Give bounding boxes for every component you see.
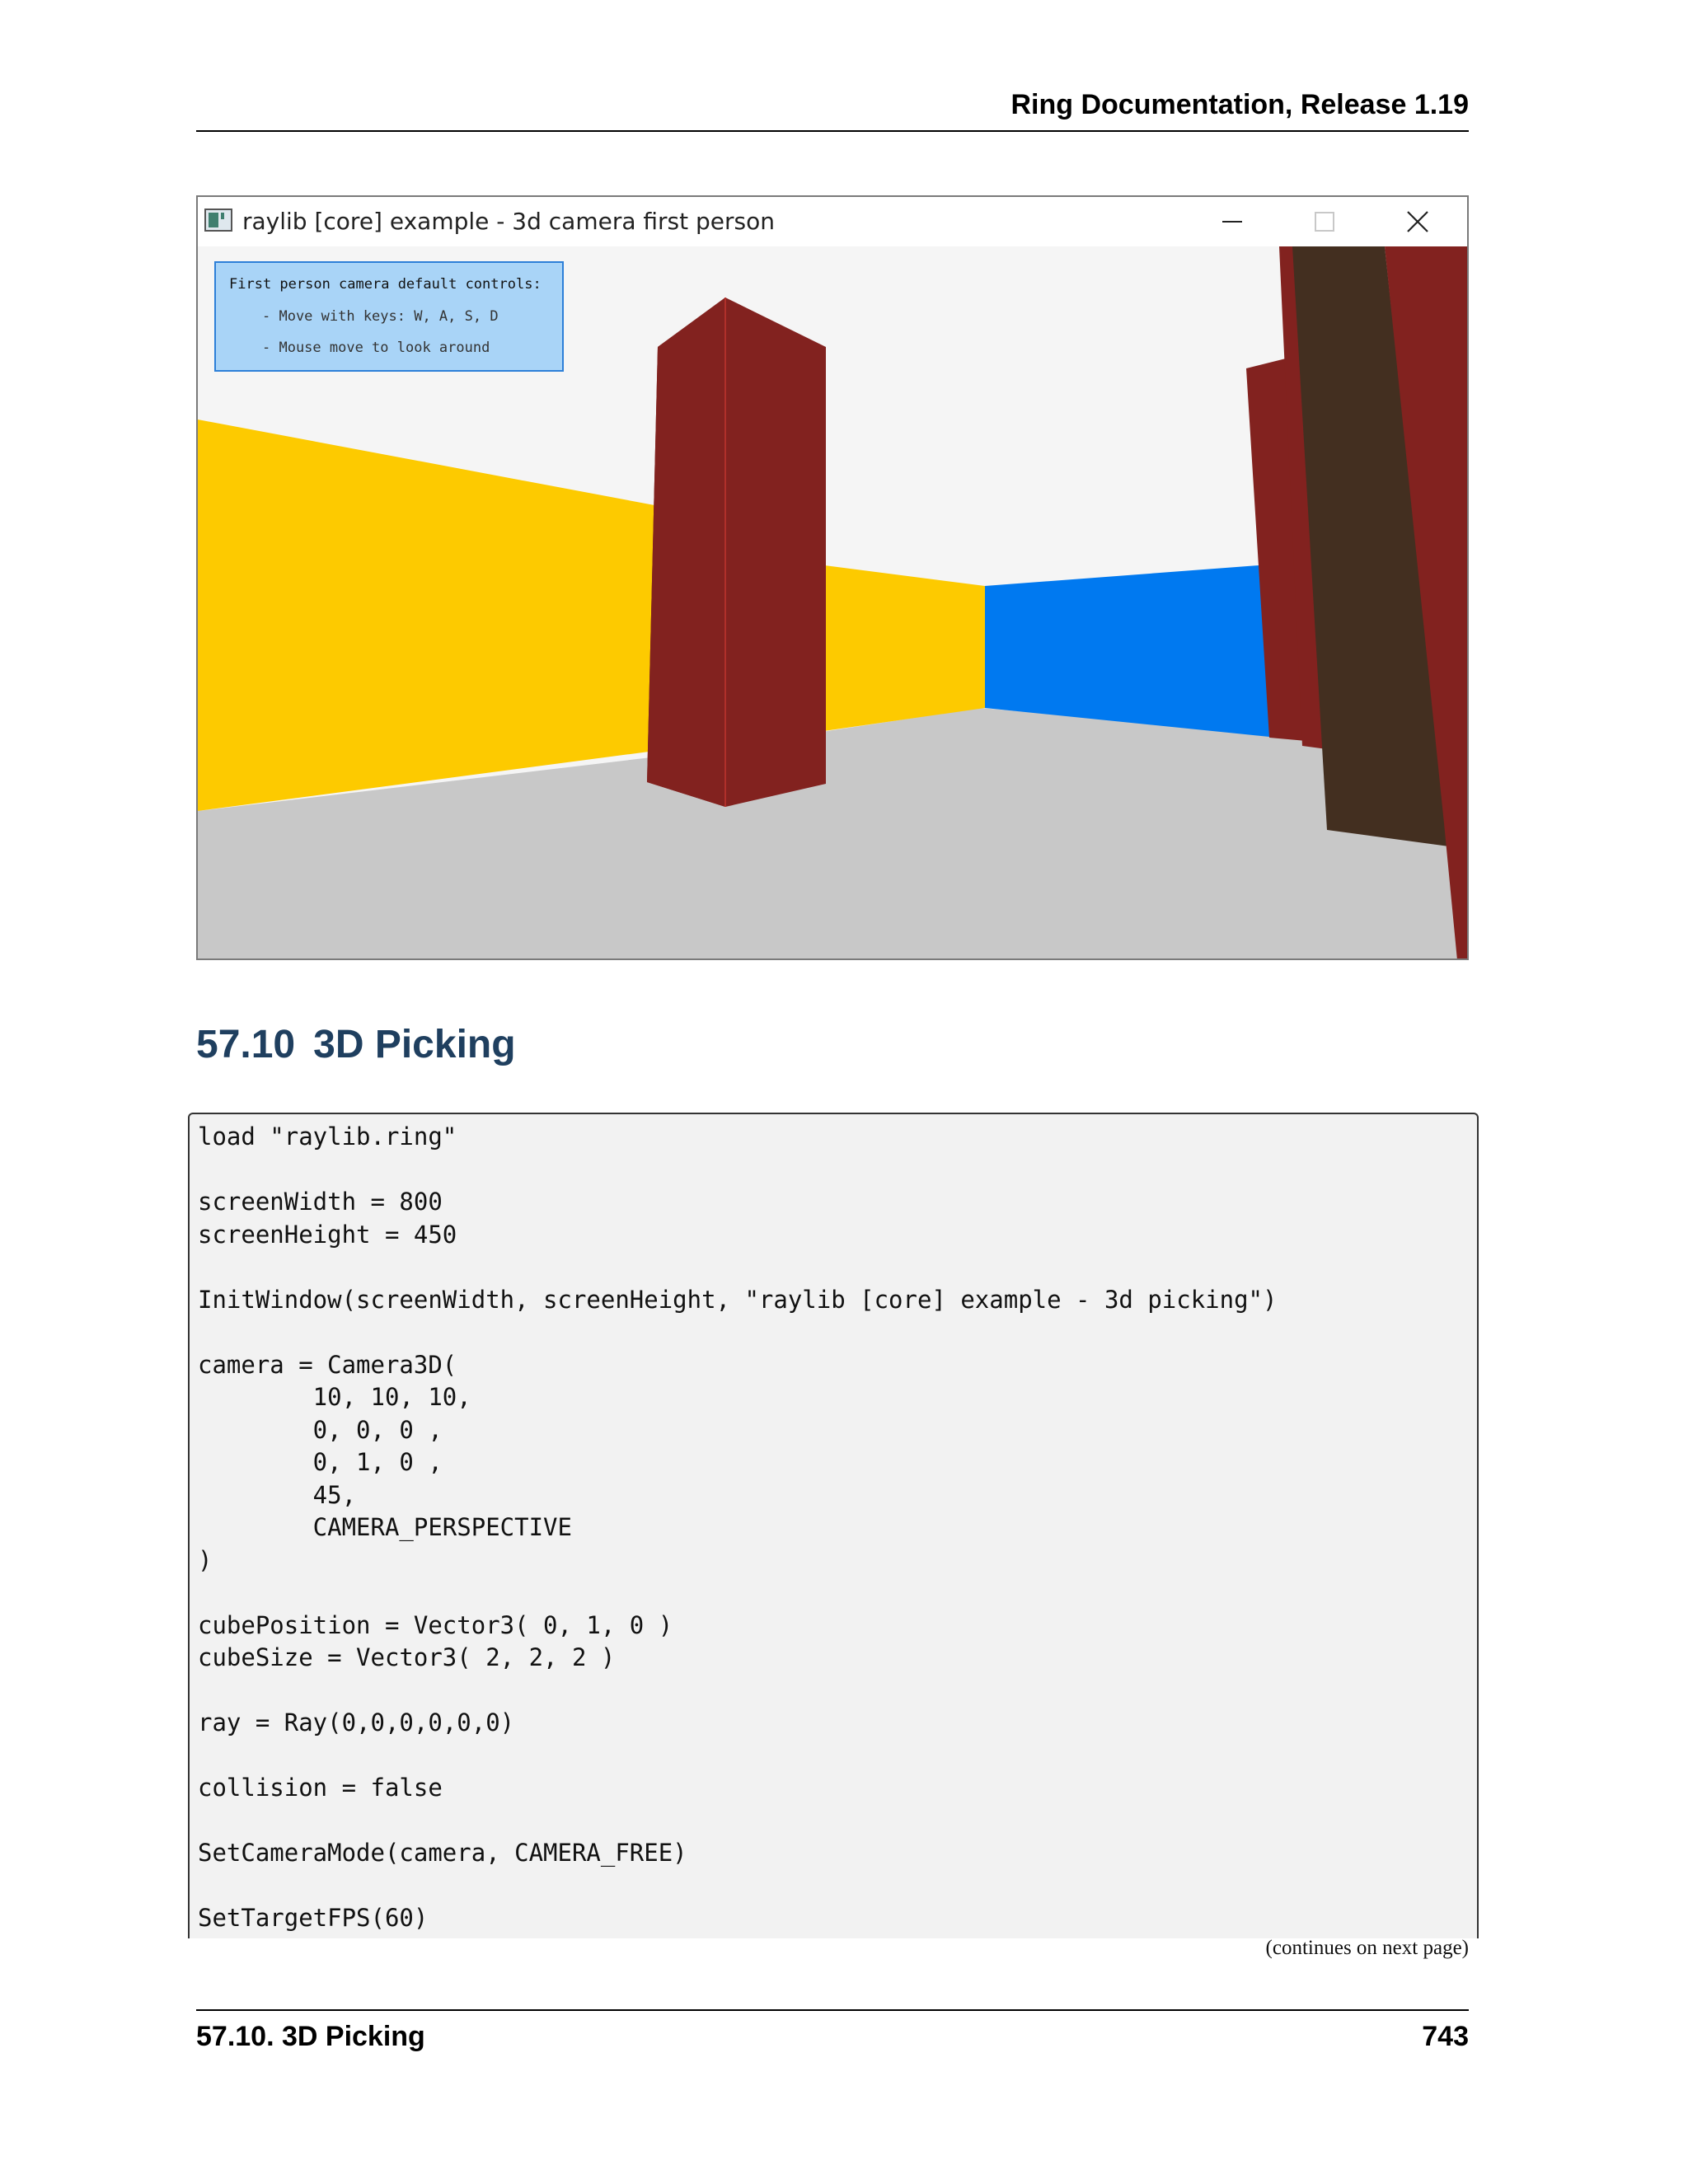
code-line: SetCameraMode(camera, CAMERA_FREE) — [198, 1839, 687, 1867]
window-titlebar — [198, 197, 1467, 246]
running-header-title: Ring Documentation, Release 1.19 — [1010, 89, 1469, 120]
continues-note: (continues on next page) — [1265, 1937, 1469, 1959]
section-heading — [196, 1022, 516, 1067]
code-line: camera = Camera3D( — [198, 1350, 457, 1379]
code-block — [188, 1113, 1479, 1938]
running-header — [196, 89, 1469, 132]
page-number: 743 — [1422, 2021, 1469, 2052]
code-line: cubeSize = Vector3( 2, 2, 2 ) — [198, 1643, 616, 1671]
3d-viewport[interactable] — [198, 246, 1467, 960]
code-line: SetTargetFPS(60) — [198, 1904, 429, 1932]
controls-info-box — [214, 261, 564, 372]
code-line: screenWidth = 800 — [198, 1188, 443, 1216]
app-icon — [204, 209, 232, 232]
code-line: ray = Ray(0,0,0,0,0,0) — [198, 1708, 515, 1736]
footer-section: 57.10. 3D Picking — [196, 2021, 425, 2052]
code-line: cubePosition = Vector3( 0, 1, 0 ) — [198, 1610, 673, 1639]
section-number: 57.10 — [196, 1023, 296, 1066]
info-box-title: First person camera default controls: — [229, 276, 542, 293]
info-box-line: - Move with keys: W, A, S, D — [262, 308, 499, 325]
code-line: CAMERA_PERSPECTIVE — [198, 1513, 572, 1541]
code-line: load "raylib.ring" — [198, 1122, 457, 1151]
code-line: 0, 1, 0 , — [198, 1448, 443, 1476]
close-icon — [1373, 197, 1464, 246]
code-line: InitWindow(screenWidth, screenHeight, "raylib [core] example - 3d picking") — [198, 1285, 1278, 1314]
code-line: 0, 0, 0 , — [198, 1415, 443, 1444]
code-line: screenHeight = 450 — [198, 1220, 457, 1249]
window-title: raylib [core] example - 3d camera first person — [242, 208, 775, 235]
info-box-line: - Mouse move to look around — [262, 340, 490, 356]
maximize-button[interactable] — [1280, 197, 1371, 246]
raylib-window-screenshot — [196, 195, 1469, 960]
blue-wall — [985, 565, 1269, 737]
code-line: 10, 10, 10, — [198, 1383, 471, 1411]
minimize-icon — [1187, 197, 1278, 246]
maximize-icon — [1280, 197, 1371, 246]
center-column-left-face — [647, 298, 725, 807]
code-line: collision = false — [198, 1774, 443, 1802]
section-title: 3D Picking — [313, 1023, 516, 1066]
code-line: ) — [198, 1545, 213, 1574]
footer-rule — [196, 2009, 1469, 2011]
code-line: 45, — [198, 1480, 357, 1509]
minimize-button[interactable] — [1187, 197, 1278, 246]
close-button[interactable] — [1373, 197, 1464, 246]
